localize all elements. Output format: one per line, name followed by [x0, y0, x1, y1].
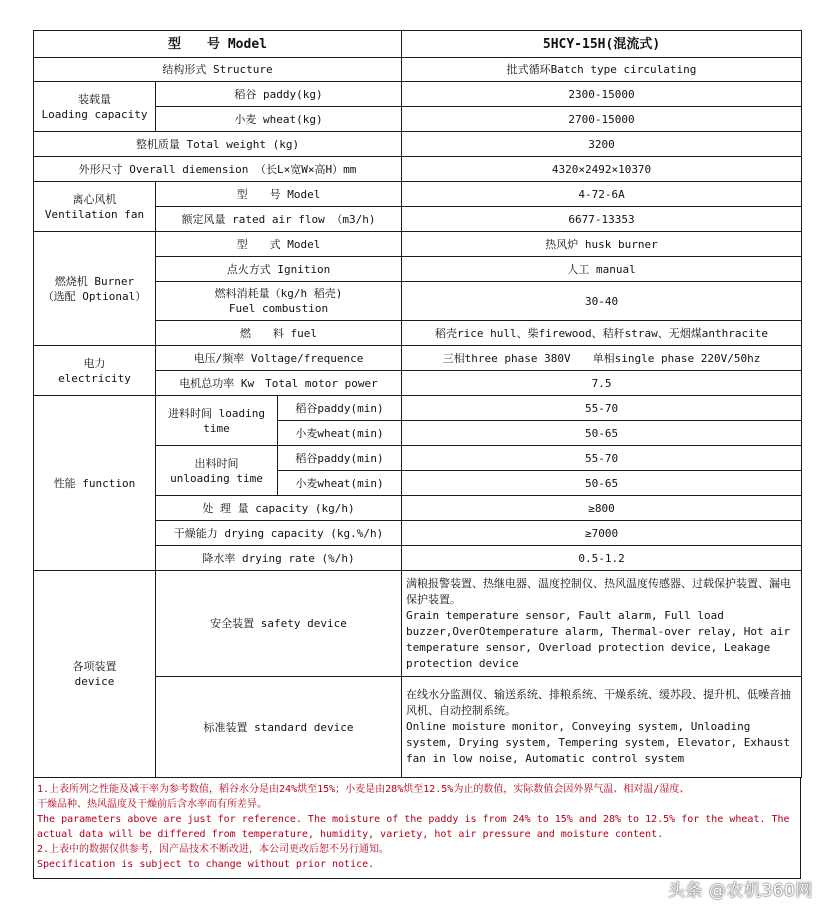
drying-rate-label: 降水率 drying rate (%/h)	[156, 546, 402, 571]
power-value: 7.5	[402, 371, 802, 396]
weight-label: 整机质量 Total weight (kg)	[34, 132, 402, 157]
loading-time-label: 进料时间 loading time	[156, 396, 278, 446]
footnote-line: The parameters above are just for reference. The moisture of the paddy is from 24% to 15% and 28% to 12.5% for the wheat. The	[37, 814, 790, 825]
load-paddy-label: 稻谷paddy(min)	[278, 396, 402, 421]
loading-group-label: 装载量 Loading capacity	[34, 82, 156, 132]
burner-model-label: 型 式 Model	[156, 232, 402, 257]
table-row	[34, 396, 802, 421]
capacity-value: ≥800	[402, 496, 802, 521]
load-wheat-label: 小麦wheat(min)	[278, 421, 402, 446]
drying-capacity-label: 干燥能力 drying capacity (kg.%/h)	[156, 521, 402, 546]
burner-ignition-value: 人工 manual	[402, 257, 802, 282]
safety-device-label: 安全装置 safety device	[156, 571, 402, 677]
voltage-label: 电压/频率 Voltage/frequence	[156, 346, 402, 371]
burner-model-value: 热风炉 husk burner	[402, 232, 802, 257]
loading-wheat-label: 小麦 wheat(kg)	[156, 107, 402, 132]
table-row	[34, 157, 802, 182]
dimension-label: 外形尺寸 Overall diemension （长L×宽W×高H）mm	[34, 157, 402, 182]
fan-group-label: 离心风机 Ventilation fan	[34, 182, 156, 232]
voltage-value: 三相three phase 380V 单相single phase 220V/50hz	[402, 346, 802, 371]
load-wheat-value: 50-65	[402, 421, 802, 446]
footnote-line: actual data will be differed from temperature, humidity, variety, hot air pressure and moisture content.	[37, 829, 664, 840]
unloading-time-label: 出料时间 unloading time	[156, 446, 278, 496]
burner-consumption-value: 30-40	[402, 282, 802, 321]
power-label: 电机总功率 Kw Total motor power	[156, 371, 402, 396]
footnote-line: Specification is subject to change without prior notice.	[37, 859, 375, 870]
fan-airflow-value: 6677-13353	[402, 207, 802, 232]
fan-model-value: 4-72-6A	[402, 182, 802, 207]
dimension-value: 4320×2492×10370	[402, 157, 802, 182]
burner-fuel-value: 稻壳rice hull、柴firewood、秸秆straw、无烟煤anthracite	[402, 321, 802, 346]
burner-consumption-label: 燃料消耗量（kg/h 稻壳) Fuel combustion	[156, 282, 402, 321]
structure-label: 结构形式 Structure	[34, 58, 402, 82]
spec-sheet	[33, 30, 801, 879]
weight-value: 3200	[402, 132, 802, 157]
footnote-line: 干燥品种、热风温度及干燥前后含水率而有所差异。	[37, 799, 267, 810]
loading-wheat-value: 2700-15000	[402, 107, 802, 132]
safety-device-value: 满粮报警装置、热继电器、温度控制仪、热风温度传感器、过载保护装置、漏电保护装置。 Grain temperature sensor, Fault alarm, Full load buzzer,OverOtemperature alarm, Thermal-over relay, Hot air temperature sensor, Overload protection device, Leakage protection device	[402, 571, 802, 677]
drying-capacity-value: ≥7000	[402, 521, 802, 546]
table-row	[34, 182, 802, 207]
unload-paddy-label: 稻谷paddy(min)	[278, 446, 402, 471]
burner-group-label: 燃烧机 Burner （选配 Optional）	[34, 232, 156, 346]
table-row	[34, 571, 802, 677]
unload-wheat-value: 50-65	[402, 471, 802, 496]
table-row	[34, 58, 802, 82]
function-group-label: 性能 function	[34, 396, 156, 571]
loading-paddy-label: 稻谷 paddy(kg)	[156, 82, 402, 107]
drying-rate-value: 0.5-1.2	[402, 546, 802, 571]
device-group-label: 各项装置 device	[34, 571, 156, 778]
fan-model-label: 型 号 Model	[156, 182, 402, 207]
structure-value: 批式循环Batch type circulating	[402, 58, 802, 82]
burner-fuel-label: 燃 料 fuel	[156, 321, 402, 346]
table-row	[34, 31, 802, 58]
footnotes	[33, 778, 801, 879]
electricity-group-label: 电力 electricity	[34, 346, 156, 396]
fan-airflow-label: 额定风量 rated air flow （m3/h)	[156, 207, 402, 232]
footnote-line: 1.上表所列之性能及减干率为参考数值，稻谷水分是由24%烘至15%；小麦是由28%烘至12.5%为止的数值，实际数值会因外界气温、相对温/湿度、	[37, 784, 690, 795]
table-row	[34, 132, 802, 157]
table-row	[34, 232, 802, 257]
footnote-line: 2.上表中的数据仅供参考，因产品技术不断改进，本公司更改后恕不另行通知。	[37, 844, 390, 855]
model-header-label: 型 号 Model	[34, 31, 402, 58]
standard-device-value: 在线水分监测仪、输送系统、排粮系统、干燥系统、缓苏段、提升机、低噪音抽风机、自动控制系统。 Online moisture monitor, Conveying system, Unloading system, Drying system, Tempering system, Elevator, Exhaust fan in low noise, Automatic control system	[402, 677, 802, 778]
watermark-logo: 头条 @农机360网	[668, 881, 813, 901]
burner-ignition-label: 点火方式 Ignition	[156, 257, 402, 282]
table-row	[34, 346, 802, 371]
loading-paddy-value: 2300-15000	[402, 82, 802, 107]
unload-paddy-value: 55-70	[402, 446, 802, 471]
load-paddy-value: 55-70	[402, 396, 802, 421]
spec-table	[33, 30, 802, 778]
unload-wheat-label: 小麦wheat(min)	[278, 471, 402, 496]
model-header-value: 5HCY-15H(混流式)	[402, 31, 802, 58]
capacity-label: 处 理 量 capacity (kg/h)	[156, 496, 402, 521]
standard-device-label: 标准装置 standard device	[156, 677, 402, 778]
table-row	[34, 82, 802, 107]
